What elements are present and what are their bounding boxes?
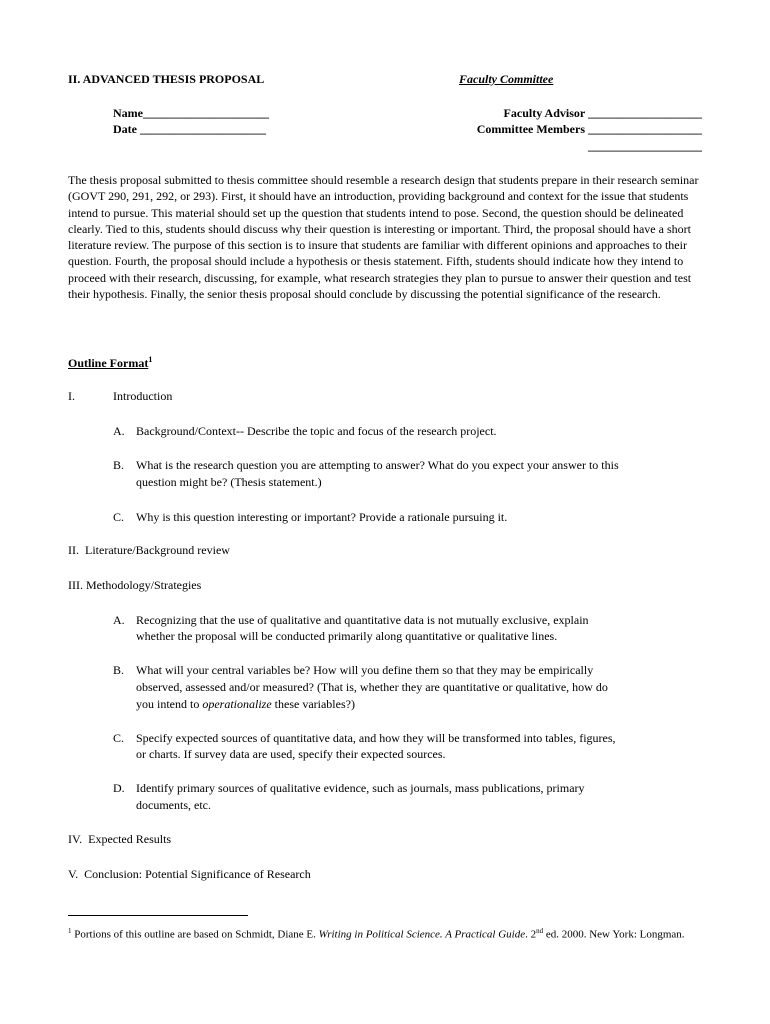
outline-heading (68, 355, 152, 371)
name-blank: _____________________ (143, 106, 269, 120)
intro-paragraph: The thesis proposal submitted to thesis committee should resemble a research design that students prepare in their research seminar (GOVT 290, 291, 292, or 293). First, it should have an introduction, providing background and context for the issue that students intend to pursue. This material should set up the question that students intend to pose. Second, the question should be delineated clearly. Tied to this, students should discuss why their question is interesting or important. Third, the proposal should have a short literature review. The purpose of this section is to insure that students are familiar with different opinions and approaches to their question. Fourth, the proposal should include a hypothesis or thesis statement. Fifth, students should indicate how they intend to proceed with their research, discussing, for example, what research strategies they plan to pursue to answer their question and test their hypothesis. Finally, the senior thesis proposal should conclude by discussing the potential significance of the research. (68, 173, 699, 302)
faculty-advisor-field (504, 106, 702, 121)
item-1a-number: A. (113, 424, 125, 438)
item-3c-line-1: Specify expected sources of quantitative data, and how they will be transformed into tables, figures, (136, 731, 616, 745)
section-3-title: III. Methodology/Strategies (68, 578, 202, 592)
item-3d-line-1: Identify primary sources of qualitative evidence, such as journals, mass publications, primary (136, 781, 585, 795)
faculty-committee-heading: Faculty Committee (459, 72, 554, 86)
document-title: II. ADVANCED THESIS PROPOSAL (68, 72, 265, 86)
footnote-pre: Portions of this outline are based on Schmidt, Diane E. (71, 928, 319, 941)
item-3d-number: D. (113, 781, 125, 795)
item-3b-line-2: observed, assessed and/or measured? (That is, whether they are quantitative or qualitative, how do (136, 680, 608, 694)
item-3c-line-2: or charts. If survey data are used, specify their expected sources. (136, 747, 446, 761)
item-3b-number: B. (113, 663, 125, 677)
date-field (113, 122, 266, 137)
footnote-mark: 1 (68, 927, 72, 935)
date-label: Date (113, 122, 137, 136)
item-1b-line-2: question might be? (Thesis statement.) (136, 475, 322, 489)
footnote-reference: 1 (148, 355, 153, 364)
committee-members-blank: ___________________ (588, 122, 702, 136)
date-blank: _____________________ (140, 122, 266, 136)
section-2-title: II. Literature/Background review (68, 543, 230, 557)
footnote-mid: . 2 (525, 928, 537, 941)
outline-title: Outline Format (68, 356, 149, 370)
name-field (113, 106, 269, 121)
committee-members-field (477, 122, 702, 137)
footnote-post: ed. 2000. New York: Longman. (543, 928, 685, 941)
footnote (68, 923, 708, 943)
item-1b-line-1: What is the research question you are attempting to answer? What do you expect your answer to this (136, 458, 619, 472)
faculty-advisor-label: Faculty Advisor (503, 106, 585, 120)
item-3a-line-1: Recognizing that the use of qualitative and quantitative data is not mutually exclusive, explain (136, 613, 589, 627)
item-3a-line-2: whether the proposal will be conducted primarily along quantitative or qualitative lines. (136, 629, 558, 643)
footnote-book-title: Writing in Political Science. A Practical Guide (318, 928, 526, 941)
section-1-number: I. (68, 389, 75, 403)
item-3b-line-3 (136, 697, 355, 712)
operationalize-term: operationalize (202, 697, 272, 711)
name-label: Name (113, 106, 143, 120)
item-3b-line-1: What will your central variables be? How will you define them so that they may be empirically (136, 663, 594, 677)
committee-members-label: Committee Members (476, 122, 585, 136)
item-1c-number: C. (113, 510, 125, 524)
section-1-title: Introduction (113, 389, 173, 403)
item-3c-number: C. (113, 731, 125, 745)
faculty-advisor-blank: ___________________ (588, 106, 702, 120)
section-5-title: V. Conclusion: Potential Significance of Research (68, 867, 311, 881)
footnote-ordinal: nd (536, 927, 544, 935)
footnote-divider (68, 915, 248, 916)
item-3b-line-3-post: these variables?) (271, 697, 355, 711)
item-1b-number: B. (113, 458, 125, 472)
committee-members-blank-2: ___________________ (588, 139, 702, 153)
item-1a-text: Background/Context-- Describe the topic and focus of the research project. (136, 424, 497, 438)
item-3d-line-2: documents, etc. (136, 798, 211, 812)
item-1c-text: Why is this question interesting or important? Provide a rationale pursuing it. (136, 510, 508, 524)
item-3a-number: A. (113, 613, 125, 627)
section-4-title: IV. Expected Results (68, 832, 172, 846)
item-3b-line-3-pre: you intend to (136, 697, 203, 711)
